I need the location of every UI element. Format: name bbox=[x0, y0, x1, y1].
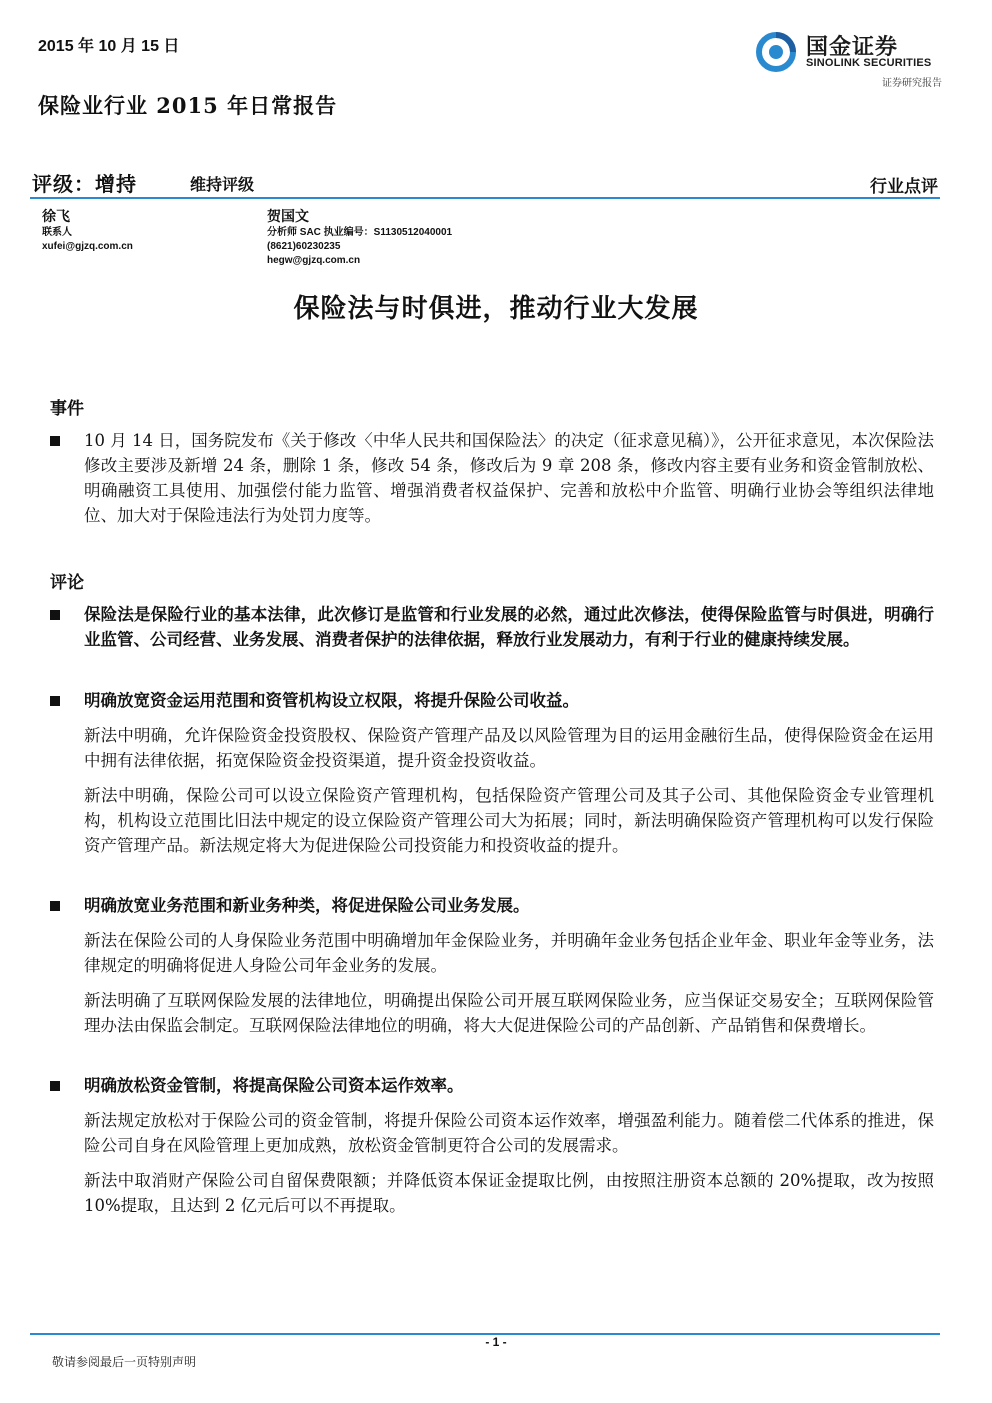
headline: 保险法与时俱进，推动行业大发展 bbox=[293, 294, 699, 324]
point-paragraph: 新法中取消财产保险公司自留保费限额；并降低资本保证金提取比例，由按照注册资本总额的 20%提取，改为按照 10%提取，且达到 2 亿元后可以不再提取。 bbox=[84, 1171, 934, 1215]
rating-row bbox=[30, 168, 940, 198]
bullet-icon bbox=[50, 436, 60, 446]
logo-name-en: SINOLINK SECURITIES bbox=[806, 57, 932, 69]
point-paragraph: 新法在保险公司的人身保险业务范围中明确增加年金保险业务，并明确年金业务包括企业年金、职业年金等业务，法律规定的明确将促进人身险公司年金业务的发展。 bbox=[84, 931, 934, 975]
point-paragraph: 新法明确了互联网保险发展的法律地位，明确提出保险公司开展互联网保险业务，应当保证交易安全；互联网保险管理办法由保监会制定。互联网保险法律地位的明确，将大大促进保险公司的产品创新、产品销售和保费增长。 bbox=[84, 991, 934, 1035]
company-logo bbox=[752, 28, 944, 90]
comments-section-title: 评论 bbox=[50, 573, 84, 593]
bullet-icon bbox=[50, 1081, 60, 1091]
author-email[interactable]: xufei@gjzq.com.cn bbox=[42, 241, 133, 252]
disclaimer-note: 敬请参阅最后一页特别声明 bbox=[52, 1355, 197, 1369]
page-number: - 1 - bbox=[485, 1335, 507, 1349]
point-heading: 明确放松资金管制，将提高保险公司资本运作效率。 bbox=[84, 1076, 464, 1095]
bullet-icon bbox=[50, 610, 60, 620]
author-email[interactable]: hegw@gjzq.com.cn bbox=[267, 255, 361, 266]
comment-intro: 保险法是保险行业的基本法律，此次修订是监管和行业发展的必然，通过此次修法，使得保险监管与时俱进，明确行业监管、公司经营、业务发展、消费者保护的法律依据，释放行业发展动力，有利于行业的健康持续发展。 bbox=[84, 605, 934, 649]
rating-label: 评级：增持 bbox=[32, 172, 137, 196]
logo-subtitle: 证券研究报告 bbox=[882, 78, 942, 89]
sinolink-logo-icon bbox=[756, 32, 796, 72]
rating-divider bbox=[30, 197, 940, 199]
bullet-icon bbox=[50, 696, 60, 706]
author-contact bbox=[42, 208, 133, 254]
author-name: 贺国文 bbox=[267, 209, 309, 225]
report-title: 保险业行业 2015 年日常报告 bbox=[38, 93, 338, 118]
report-type: 行业点评 bbox=[870, 177, 938, 197]
author-role: 联系人 bbox=[42, 227, 72, 238]
point-paragraph: 新法规定放松对于保险公司的资金管制，将提升保险公司资本运作效率，增强盈利能力。随着偿二代体系的推进，保险公司自身在风险管理上更加成熟，放松资金管制更符合公司的发展需求。 bbox=[84, 1111, 934, 1155]
author-cert: 分析师 SAC 执业编号：S1130512040001 bbox=[267, 227, 453, 238]
logo-name-cn: 国金证券 bbox=[806, 34, 899, 59]
events-section-title: 事件 bbox=[50, 399, 84, 419]
author-analyst bbox=[267, 208, 452, 268]
report-date: 2015 年 10 月 15 日 bbox=[38, 38, 180, 55]
rating-maintain: 维持评级 bbox=[190, 175, 255, 194]
author-name: 徐飞 bbox=[42, 209, 70, 225]
point-paragraph: 新法中明确，允许保险资金投资股权、保险资产管理产品及以风险管理为目的运用金融衍生品，使得保险资金在运用中拥有法律依据，拓宽保险资金投资渠道，提升资金投资收益。 bbox=[84, 726, 934, 770]
point-heading: 明确放宽业务范围和新业务种类，将促进保险公司业务发展。 bbox=[84, 896, 530, 915]
point-heading: 明确放宽资金运用范围和资管机构设立权限，将提升保险公司收益。 bbox=[84, 691, 579, 710]
author-phone: (8621)60230235 bbox=[267, 241, 341, 252]
bullet-icon bbox=[50, 901, 60, 911]
event-paragraph: 10 月 14 日，国务院发布《关于修改〈中华人民共和国保险法〉的决定（征求意见稿）》，公开征求意见，本次保险法修改主要涉及新增 24 条，删除 1 条，修改 54 条，修改后为 9 章 208 条，修改内容主要有业务和资金管制放松、明确融资工具使用、加强偿付能力监管、增强消费者权益保护、完善和放松中介监管、明确行业协会等组织法律地位、加大对于保险违法行为处罚力度等。 bbox=[84, 431, 934, 525]
point-paragraph: 新法中明确，保险公司可以设立保险资产管理机构，包括保险资产管理公司及其子公司、其他保险资金专业管理机构，机构设立范围比旧法中规定的设立保险资产管理公司大为拓展；同时，新法明确保险资产管理机构可以发行保险资产管理产品。新法规定将大为促进保险公司投资能力和投资收益的提升。 bbox=[84, 786, 934, 855]
